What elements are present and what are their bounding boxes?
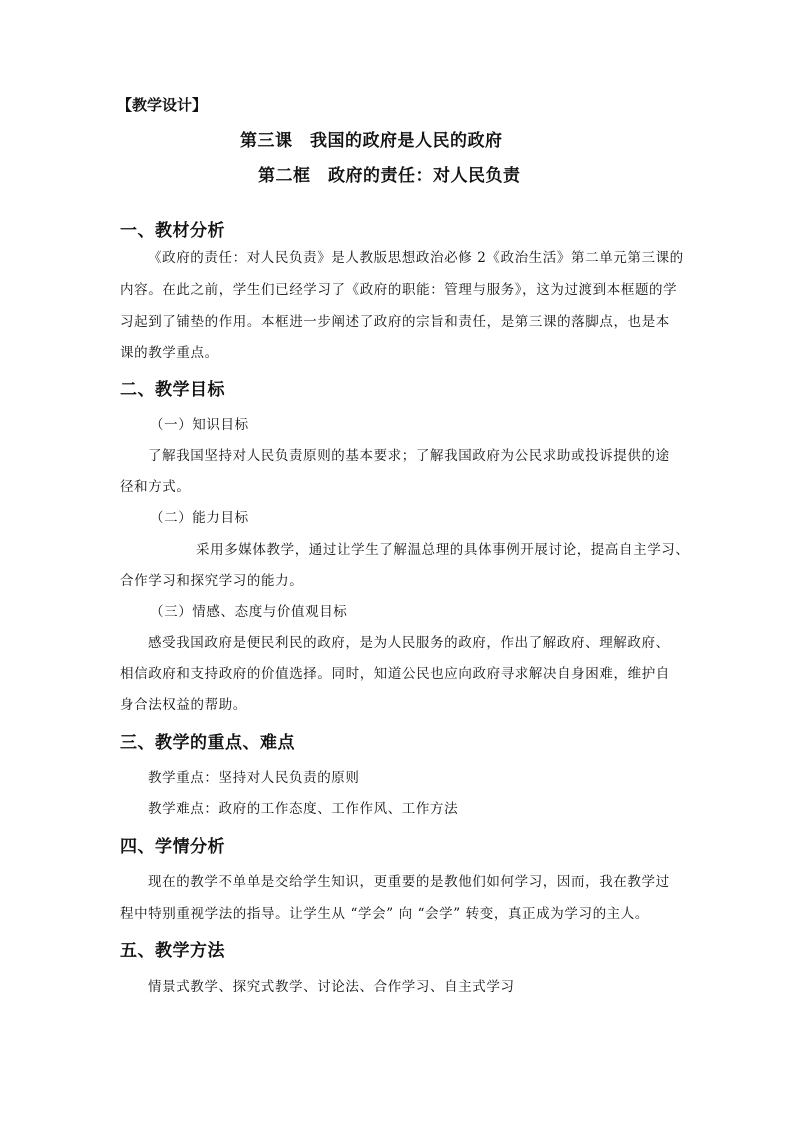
subheading-ability: （二）能力目标 bbox=[150, 510, 249, 526]
section-title: 第二框 政府的责任：对人民负责 bbox=[258, 166, 521, 186]
paragraph-line: 程中特别重视学法的指导。让学生从 “学会” 向 “会学” 转变，真正成为学习的主人。 bbox=[120, 906, 649, 922]
doc-type-tag: 【教学设计】 bbox=[117, 96, 208, 114]
paragraph-line: 采用多媒体教学，通过让学生了解温总理的具体事例开展讨论，提高自主学习、 bbox=[196, 542, 690, 558]
difficult-point-line: 教学难点：政府的工作态度、工作作风、工作方法 bbox=[148, 801, 459, 817]
subheading-emotion-values: （三）情感、态度与价值观目标 bbox=[150, 604, 348, 620]
paragraph-line: 相信政府和支持政府的价值选择。同时，知道公民也应向政府寻求解决自身困难，维护自 bbox=[120, 666, 670, 682]
key-point-line: 教学重点：坚持对人民负责的原则 bbox=[148, 770, 360, 786]
paragraph-line: 了解我国坚持对人民负责原则的基本要求；了解我国政府为公民求助或投诉提供的途 bbox=[148, 448, 670, 464]
heading-teaching-methods: 五、教学方法 bbox=[120, 941, 225, 961]
paragraph-line: 《政府的责任：对人民负责》是人教版思想政治必修 2《政治生活》第二单元第三课的 bbox=[148, 250, 684, 266]
paragraph-line: 合作学习和探究学习的能力。 bbox=[120, 573, 304, 589]
heading-textbook-analysis: 一、教材分析 bbox=[120, 221, 225, 241]
subheading-knowledge: （一）知识目标 bbox=[150, 417, 249, 433]
paragraph-line: 感受我国政府是便民利民的政府，是为人民服务的政府，作出了解政府、理解政府、 bbox=[148, 635, 670, 651]
paragraph-line: 身合法权益的帮助。 bbox=[120, 697, 247, 713]
paragraph-line: 现在的教学不单单是交给学生知识，更重要的是教他们如何学习，因而，我在教学过 bbox=[148, 874, 670, 890]
paragraph-line: 课的教学重点。 bbox=[120, 345, 219, 361]
heading-key-difficult-points: 三、教学的重点、难点 bbox=[120, 733, 295, 753]
heading-teaching-objectives: 二、教学目标 bbox=[120, 380, 225, 400]
paragraph-line: 径和方式。 bbox=[120, 479, 191, 495]
paragraph-line: 习起到了铺垫的作用。本框进一步阐述了政府的宗旨和责任，是第三课的落脚点，也是本 bbox=[120, 314, 670, 330]
lesson-title: 第三课 我国的政府是人民的政府 bbox=[240, 131, 503, 151]
paragraph-line: 内容。在此之前，学生们已经学习了《政府的职能：管理与服务》，这为过渡到本框题的学 bbox=[120, 282, 678, 298]
heading-student-analysis: 四、学情分析 bbox=[120, 837, 225, 857]
paragraph-line: 情景式教学、探究式教学、讨论法、合作学习、自主式学习 bbox=[148, 979, 515, 995]
